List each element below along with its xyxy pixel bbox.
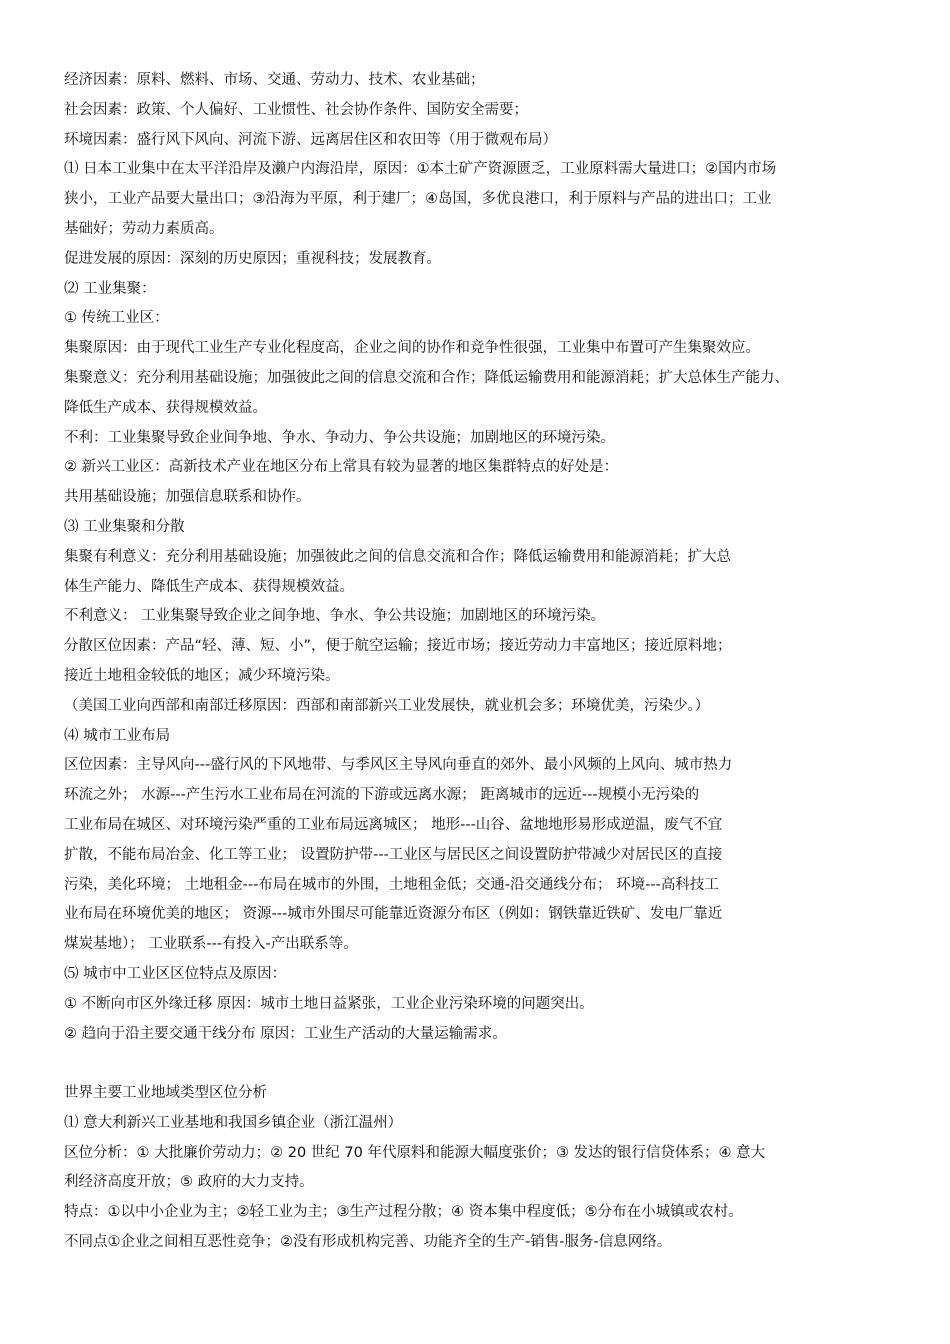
text-line: 集聚意义：充分利用基础设施；加强彼此之间的信息交流和合作；降低运输费用和能源消耗；扩大总体生产能力、 [64,369,789,386]
text-line: 体生产能力、降低生产成本、获得规模效益。 [64,578,354,595]
text-line: 集聚有利意义：充分利用基础设施；加强彼此之间的信息交流和合作；降低运输费用和能源消耗；扩大总 [64,548,731,565]
text-line: 环境因素：盛行风下风向、河流下游、远离居住区和农田等（用于微观布局） [64,131,557,148]
text-line: 世界主要工业地域类型区位分析 [64,1085,267,1102]
text-line: 区位分析：① 大批廉价劳动力；② 20 世纪 70 年代原料和能源大幅度张价；③ 发达的银行信贷体系；④ 意大 [64,1144,766,1161]
text-line: 基础好；劳动力素质高。 [64,220,224,237]
text-line: 不利：工业集聚导致企业间争地、争水、争动力、争公共设施；加剧地区的环境污染。 [64,429,615,446]
text-line: 狭小，工业产品要大量出口；③沿海为平原，利于建厂；④岛国，多优良港口，利于原料与产品的进出口；工业 [64,191,772,208]
text-line: 工业布局在城区、对环境污染严重的工业布局远离城区； 地形---山谷、盆地地形易形成逆温，废气不宜 [64,816,723,833]
text-line: 污染，美化环境； 土地租金---布局在城市的外围，土地租金低；交通-沿交通线分布； 环境---高科技工 [64,876,719,893]
text-line: 环流之外； 水源---产生污水工业布局在河流的下游或远离水源； 距离城市的远近---规模小无污染的 [64,787,700,804]
text-line: 业布局在环境优美的地区； 资源---城市外围尽可能靠近资源分布区（例如：钢铁靠近铁矿、发电厂靠近 [64,906,723,923]
text-line: 区位因素：主导风向---盛行风的下风地带、与季风区主导风向垂直的郊外、最小风频的上风向、城市热力 [64,757,733,774]
document-page [64,66,894,1258]
text-line: 利经济高度开放；⑤ 政府的大力支持。 [64,1174,314,1191]
text-line: 不利意义： 工业集聚导致企业之间争地、争水、争公共设施；加剧地区的环境污染。 [64,608,606,625]
text-line: ② 新兴工业区：高新技术产业在地区分布上常具有较为显著的地区集群特点的好处是： [64,459,619,476]
text-line: 接近土地租金较低的地区；减少环境污染。 [64,667,340,684]
text-line: 分散区位因素：产品“轻、薄、短、小”，便于航空运输；接近市场；接近劳动力丰富地区；接近原料地； [64,638,732,655]
text-line: ⑴ 意大利新兴工业基地和我国乡镇企业（浙江温州） [64,1114,403,1131]
text-line: ⑸ 城市中工业区区位特点及原因： [64,965,287,982]
text-line: 经济因素：原料、燃料、市场、交通、劳动力、技术、农业基础； [64,72,485,88]
text-line: 集聚原因：由于现代工业生产专业化程度高，企业之间的协作和竞争性很强，工业集中布置可产生集聚效应。 [64,340,760,357]
text-line: 降低生产成本、获得规模效益。 [64,399,267,416]
text-line: 扩散，不能布局冶金、化工等工业； 设置防护带---工业区与居民区之间设置防护带减少对居民区的直接 [64,846,723,863]
blank-line [64,1049,894,1079]
text-line: ⑵ 工业集聚： [64,280,156,297]
text-line: ① 传统工业区： [64,310,169,327]
text-line: ⑴ 日本工业集中在太平洋沿岸及濑户内海沿岸，原因：①本土矿产资源匮乏，工业原料需大量进口；②国内市场 [64,161,777,178]
text-line: 不同点①企业之间相互恶性竞争；②没有形成机构完善、功能齐全的生产-销售-服务-信息网络。 [64,1234,672,1251]
text-line: ⑷ 城市工业布局 [64,727,171,744]
text-line: （美国工业向西部和南部迁移原因：西部和南部新兴工业发展快，就业机会多；环境优美，污染少。） [64,697,710,714]
text-line: 煤炭基地）； 工业联系---有投入-产出联系等。 [64,936,358,953]
text-line: ⑶ 工业集聚和分散 [64,518,185,535]
text-line: 共用基础设施；加强信息联系和协作。 [64,489,311,506]
text-line: 促进发展的原因：深刻的历史原因；重视科技；发展教育。 [64,250,441,267]
text-line: 社会因素：政策、个人偏好、工业惯性、社会协作条件、国防安全需要； [64,101,528,118]
text-line: 特点：①以中小企业为主；②轻工业为主；③生产过程分散；④ 资本集中程度低；⑤分布在小城镇或农村。 [64,1204,743,1221]
text-line: ① 不断向市区外缘迁移 原因：城市土地日益紧张，工业企业污染环境的问题突出。 [64,995,594,1012]
text-line: ② 趋向于沿主要交通干线分布 原因：工业生产活动的大量运输需求。 [64,1025,507,1042]
